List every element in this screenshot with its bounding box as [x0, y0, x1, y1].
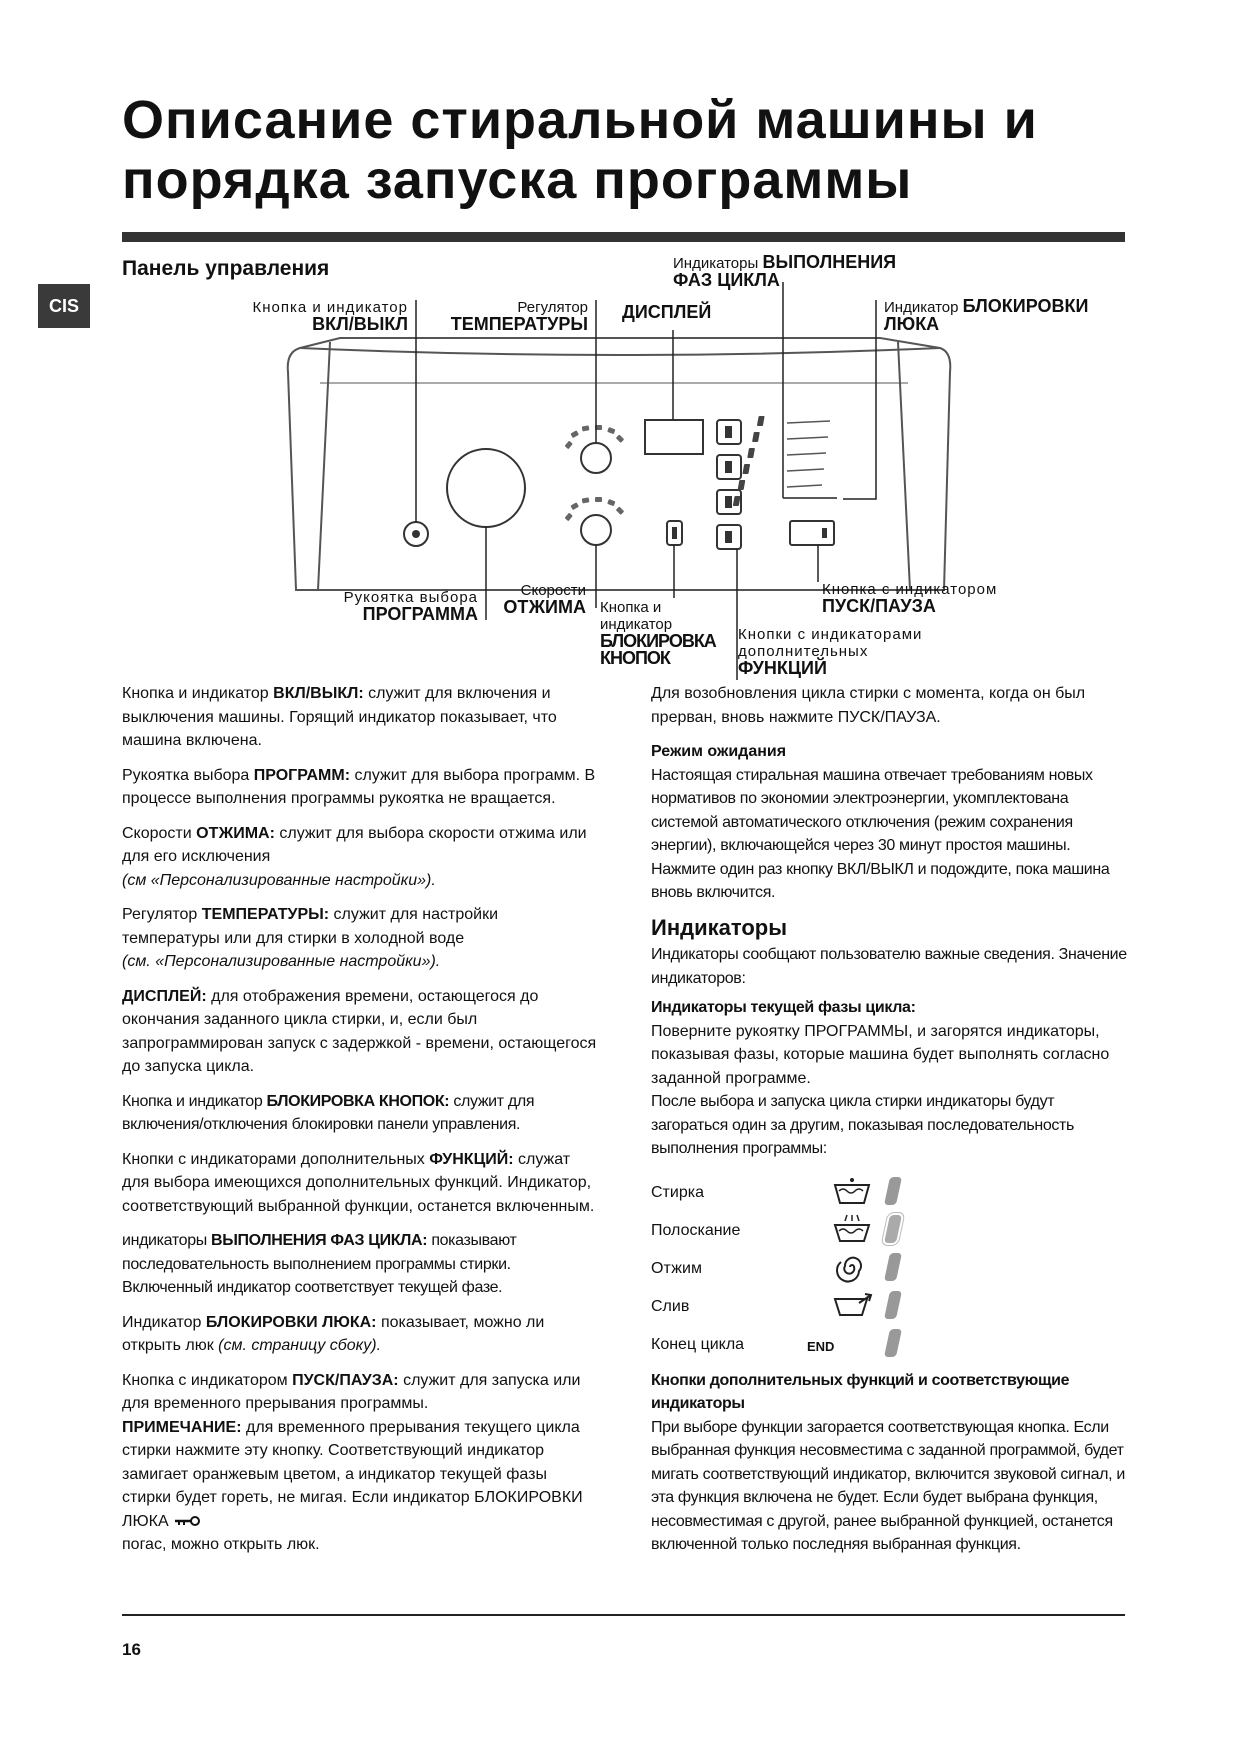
label-power: [252, 299, 408, 333]
panel-outline: [288, 338, 951, 590]
label-program-bold: ПРОГРАММА: [362, 604, 478, 624]
phase-led-end: [884, 1329, 902, 1357]
wash-icon: [829, 1175, 875, 1207]
label-lock-small: Кнопка и индикатор: [600, 599, 673, 633]
label-functions-bold: ФУНКЦИЙ: [738, 658, 827, 678]
label-program: [330, 589, 478, 623]
para-phase-indicators: индикаторы ВЫПОЛНЕНИЯ ФАЗ ЦИКЛА: показывают последовательность выполнением программы стирки. Включенный индикатор соответствует текущей фазе.: [122, 1232, 517, 1296]
program-knob-shape: [447, 449, 525, 527]
phase-title: Индикаторы текущей фазы цикла:: [651, 999, 916, 1016]
label-key-lock: [600, 599, 728, 667]
para-spin: Скорости ОТЖИМА: служит для выбора скорости отжима или для его исключения (см «Персонализированные настройки»).: [122, 824, 587, 889]
standby-text: Настоящая стиральная машина отвечает требованиям новых нормативов по экономии электроэнергии, укомплектована системой автоматического отключения (режим сохранения энергии), включающейся через 30 минут простоя машины. Нажмите один раз кнопку ВКЛ/ВЫКЛ и подождите, пока машина вновь включится.: [651, 766, 1110, 901]
label-spin: [496, 582, 586, 616]
panel-top-edge: [300, 348, 940, 355]
para-door-lock: Индикатор БЛОКИРОВКИ ЛЮКА: показывает, можно ли открыть люк (см. страницу сбоку).: [122, 1313, 545, 1354]
section-title: Панель управления: [122, 257, 330, 280]
spin-icon: [829, 1251, 875, 1283]
left-column: [122, 682, 600, 1568]
phase-row-drain: Слив: [651, 1289, 1131, 1327]
spin-dial-shape: [581, 515, 611, 545]
label-phase-indicators: [673, 254, 973, 290]
para-program: Рукоятка выбора ПРОГРАММ: служит для выбора программ. В процессе выполнения программы рукоятка не вращается.: [122, 766, 596, 807]
label-phase-small: Индикаторы: [673, 255, 759, 272]
start-pause-button-shape: [790, 521, 834, 545]
para-temperature: Регулятор ТЕМПЕРАТУРЫ: служит для настройки температуры или для стирки в холодной воде (см. «Персонализированные настройки»).: [122, 906, 498, 970]
phase-row-rinse: Полоскание: [651, 1213, 1131, 1251]
panel-left-fold: [318, 342, 330, 590]
label-display: [622, 304, 711, 321]
title-line-1: Описание стиральной машины и: [122, 90, 1038, 150]
right-column: [651, 682, 1131, 1568]
label-power-bold: ВКЛ/ВЫКЛ: [312, 314, 408, 334]
label-start-bold: ПУСК/ПАУЗА: [822, 596, 936, 616]
para-start-pause: Кнопка с индикатором ПУСК/ПАУЗА: служит для запуска или для временного прерывания программы. ПРИМЕЧАНИЕ: для временного прерывания текущего цикла стирки нажмите эту кнопку. Соответствующий индикатор замигает оранжевым цветом, а индикатор текущей фазы стирки будет гореть, не мигая. Если индикатор БЛОКИРОВКИ ЛЮКА погас, можно открыть люк.: [122, 1371, 583, 1553]
key-icon: [173, 1515, 201, 1527]
para-resume: Для возобновления цикла стирки с момента, когда он был прерван, вновь нажмите ПУСК/ПАУЗА.: [651, 685, 1086, 726]
drain-icon: [829, 1289, 875, 1321]
phase-led-rinse: [884, 1215, 902, 1243]
standby-title: Режим ожидания: [651, 743, 787, 760]
temperature-dial-shape: [581, 443, 611, 473]
label-functions: [738, 626, 978, 677]
label-display-bold: ДИСПЛЕЙ: [622, 302, 712, 322]
phase-text-2: После выбора и запуска цикла стирки индикаторы будут загораться один за другим, показывая последовательность выполнения программы:: [651, 1093, 1075, 1157]
title-line-2: порядка запуска программы: [122, 150, 913, 210]
phase-indicators-shape: [787, 421, 830, 487]
functions-text: При выборе функции загорается соответствующая кнопка. Если выбранная функция несовместима с заданной программой, будет мигать соответствующий индикатор, включится звуковой сигнал, и эта функция включена не будет. Если будет выбрана функция, несовместимая с другой, ранее выбранной функцией, останется включенной только последняя выбранная функция.: [651, 1418, 1125, 1553]
end-icon: END: [807, 1338, 835, 1354]
phase-row-end: Конец цикла END: [651, 1327, 1131, 1365]
label-power-small: Кнопка и индикатор: [252, 299, 408, 316]
label-temperature-small: Регулятор: [517, 299, 588, 316]
label-program-small: Рукоятка выбора: [343, 589, 478, 606]
label-phase-bold-2: ФАЗ ЦИКЛА: [673, 270, 780, 290]
phase-row-spin: Отжим: [651, 1251, 1131, 1289]
functions-title: Кнопки дополнительных функций и соответствующие индикаторы: [651, 1371, 1070, 1412]
indicators-title: Индикаторы: [651, 914, 787, 940]
indicators-text: Индикаторы сообщают пользователю важные сведения. Значение индикаторов:: [651, 946, 1127, 987]
phase-led-drain: [884, 1291, 902, 1319]
phase-list: [651, 1175, 1131, 1365]
label-spin-bold: ОТЖИМА: [503, 597, 586, 617]
label-start-pause: [822, 581, 1062, 615]
label-lock-bold: БЛОКИРОВКА КНОПОК: [600, 631, 716, 668]
phase-text-1: Поверните рукоятку ПРОГРАММЫ, и загорятся индикаторы, показывая фазы, которые машина будет выполнять согласно заданной программе.: [651, 1022, 1110, 1087]
label-door-lock: [884, 298, 1124, 334]
page-number: 16: [122, 1640, 141, 1659]
bottom-divider: [122, 1614, 1125, 1616]
panel-right-fold: [898, 342, 910, 590]
label-functions-small: Кнопки с индикаторами дополнительных: [738, 626, 923, 660]
para-key-lock: Кнопка и индикатор БЛОКИРОВКА КНОПОК: служит для включения/отключения блокировки панели управления.: [122, 1092, 535, 1133]
display-shape: [645, 420, 703, 454]
phase-led-wash: [884, 1177, 902, 1205]
phase-row-wash: Стирка: [651, 1175, 1131, 1213]
phase-led-spin: [884, 1253, 902, 1281]
label-door-bold-2: ЛЮКА: [884, 314, 940, 334]
label-temperature-bold: ТЕМПЕРАТУРЫ: [450, 314, 588, 334]
label-spin-small: Скорости: [520, 582, 586, 599]
label-door-small: Индикатор: [884, 299, 959, 316]
label-temperature: [436, 299, 588, 333]
rinse-icon: [829, 1213, 875, 1245]
label-phase-bold-1: ВЫПОЛНЕНИЯ: [762, 252, 897, 272]
para-display: ДИСПЛЕЙ: для отображения времени, остающегося до окончания заданного цикла стирки, и, если был запрограммирован запуск с задержкой - времени, остающегося до запуска цикла.: [122, 987, 597, 1075]
function-buttons-shape: [717, 420, 741, 549]
label-start-small: Кнопка с индикатором: [822, 581, 998, 598]
para-power: Кнопка и индикатор ВКЛ/ВЫКЛ: служит для включения и выключения машины. Горящий индикатор показывает, что машина включена.: [122, 685, 557, 749]
label-door-bold-1: БЛОКИРОВКИ: [962, 296, 1089, 316]
para-functions: Кнопки с индикаторами дополнительных ФУНКЦИЙ: служат для выбора имеющихся дополнительных функций. Индикатор, соответствующий выбранной функции, останется включенным.: [122, 1150, 595, 1215]
language-tab: CIS: [38, 284, 90, 328]
